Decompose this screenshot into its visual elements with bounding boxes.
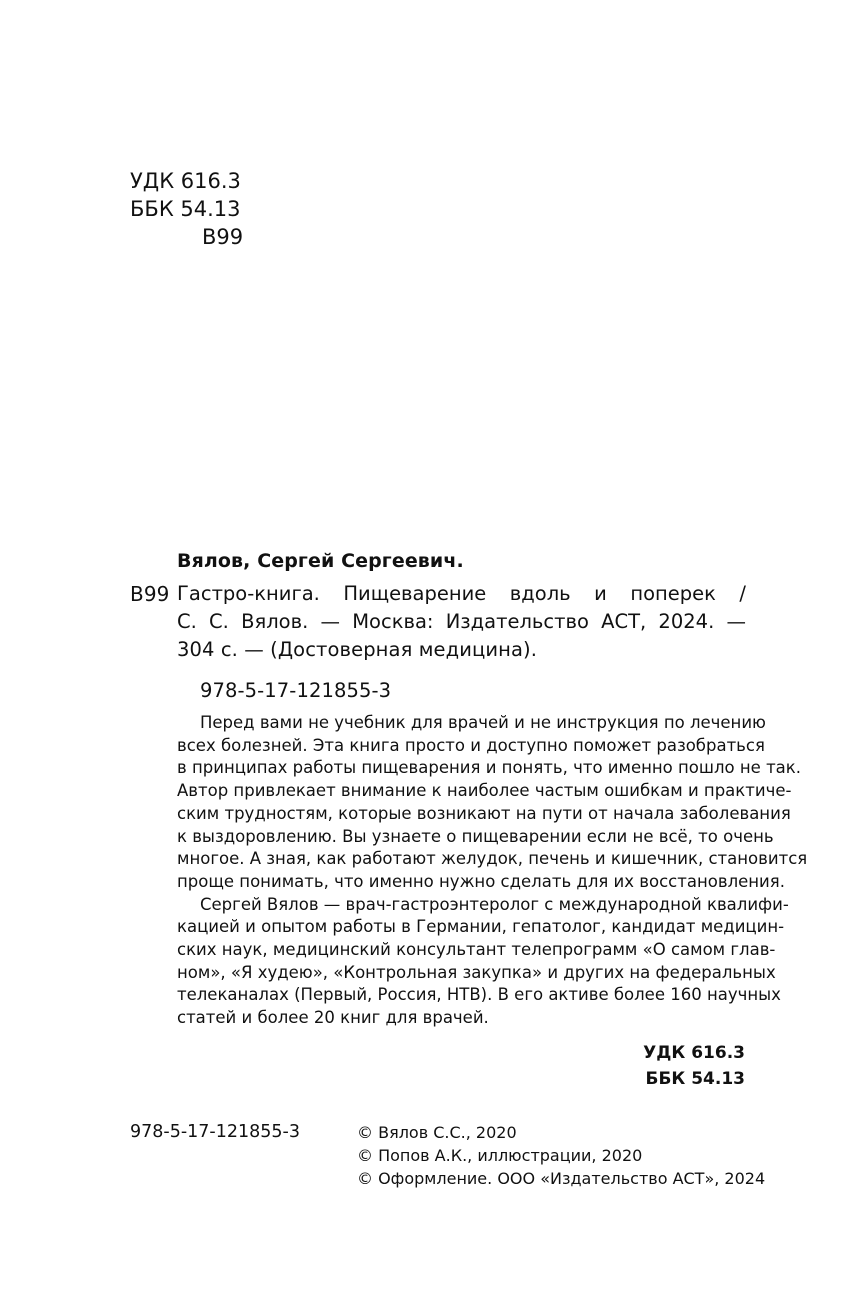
annotation-line: Перед вами не учебник для врачей и не инструкция по лечению — [200, 713, 766, 732]
entry-sign: В99 — [130, 582, 170, 606]
annotation-line: многое. А зная, как работают желудок, печень и кишечник, становится — [177, 849, 808, 869]
copyright-line: © Оформление. ООО «Издательство АСТ», 2024 — [357, 1169, 766, 1188]
bottom-bbk: ББК 54.13 — [645, 1069, 745, 1089]
annotation — [177, 712, 808, 1030]
top-author-sign: В99 — [202, 225, 244, 249]
annotation-line: в принципах работы пищеварения и понять, что именно пошло не так. — [177, 758, 802, 778]
copyright-line: © Вялов С.С., 2020 — [357, 1123, 517, 1142]
annotation-line: телеканалах (Первый, Россия, НТВ). В его активе более 160 научных — [177, 985, 781, 1005]
annotation-line: ном», «Я худею», «Контрольная закупка» и других на федеральных — [177, 962, 776, 982]
annotation-paragraph-2 — [177, 894, 789, 1030]
annotation-line: Сергей Вялов — врач-гастроэнтеролог с международной квалифи- — [200, 894, 789, 914]
copyright-line: © Попов А.К., иллюстрации, 2020 — [357, 1146, 643, 1165]
entry-title-line-3: 304 с. — (Достоверная медицина). — [177, 638, 538, 661]
annotation-line: Автор привлекает внимание к наиболее частым ошибкам и практиче- — [177, 781, 792, 801]
annotation-line: проще понимать, что именно нужно сделать для их восстановления. — [177, 871, 785, 891]
entry-isbn: 978-5-17-121855-3 — [200, 679, 392, 702]
annotation-paragraph-1 — [177, 712, 808, 894]
annotation-line: к выздоровлению. Вы узнаете о пищеварении если не всё, то очень — [177, 826, 774, 846]
annotation-line: статей и более 20 книг для врачей. — [177, 1008, 489, 1028]
annotation-line: кацией и опытом работы в Германии, гепатолог, кандидат медицин- — [177, 917, 785, 937]
entry-title-line-1: Гастро-книга. Пищеварение вдоль и поперек / — [177, 582, 746, 605]
copyright-block — [357, 1121, 765, 1190]
annotation-line: ским трудностям, которые возникают на пути от начала заболевания — [177, 803, 791, 823]
entry-title-line-2: С. С. Вялов. — Москва: Издательство АСТ, 2024. — — [177, 610, 746, 633]
footer-isbn: 978-5-17-121855-3 — [130, 1122, 301, 1142]
annotation-line: ских наук, медицинский консультант телепрограмм «О самом глав- — [177, 940, 776, 960]
annotation-line: всех болезней. Эта книга просто и доступно поможет разобраться — [177, 735, 765, 755]
bottom-udk: УДК 616.3 — [643, 1043, 745, 1063]
entry-author: Вялов, Сергей Сергеевич. — [177, 550, 464, 572]
top-bbk: ББК 54.13 — [130, 197, 241, 221]
top-udk: УДК 616.3 — [130, 169, 241, 193]
